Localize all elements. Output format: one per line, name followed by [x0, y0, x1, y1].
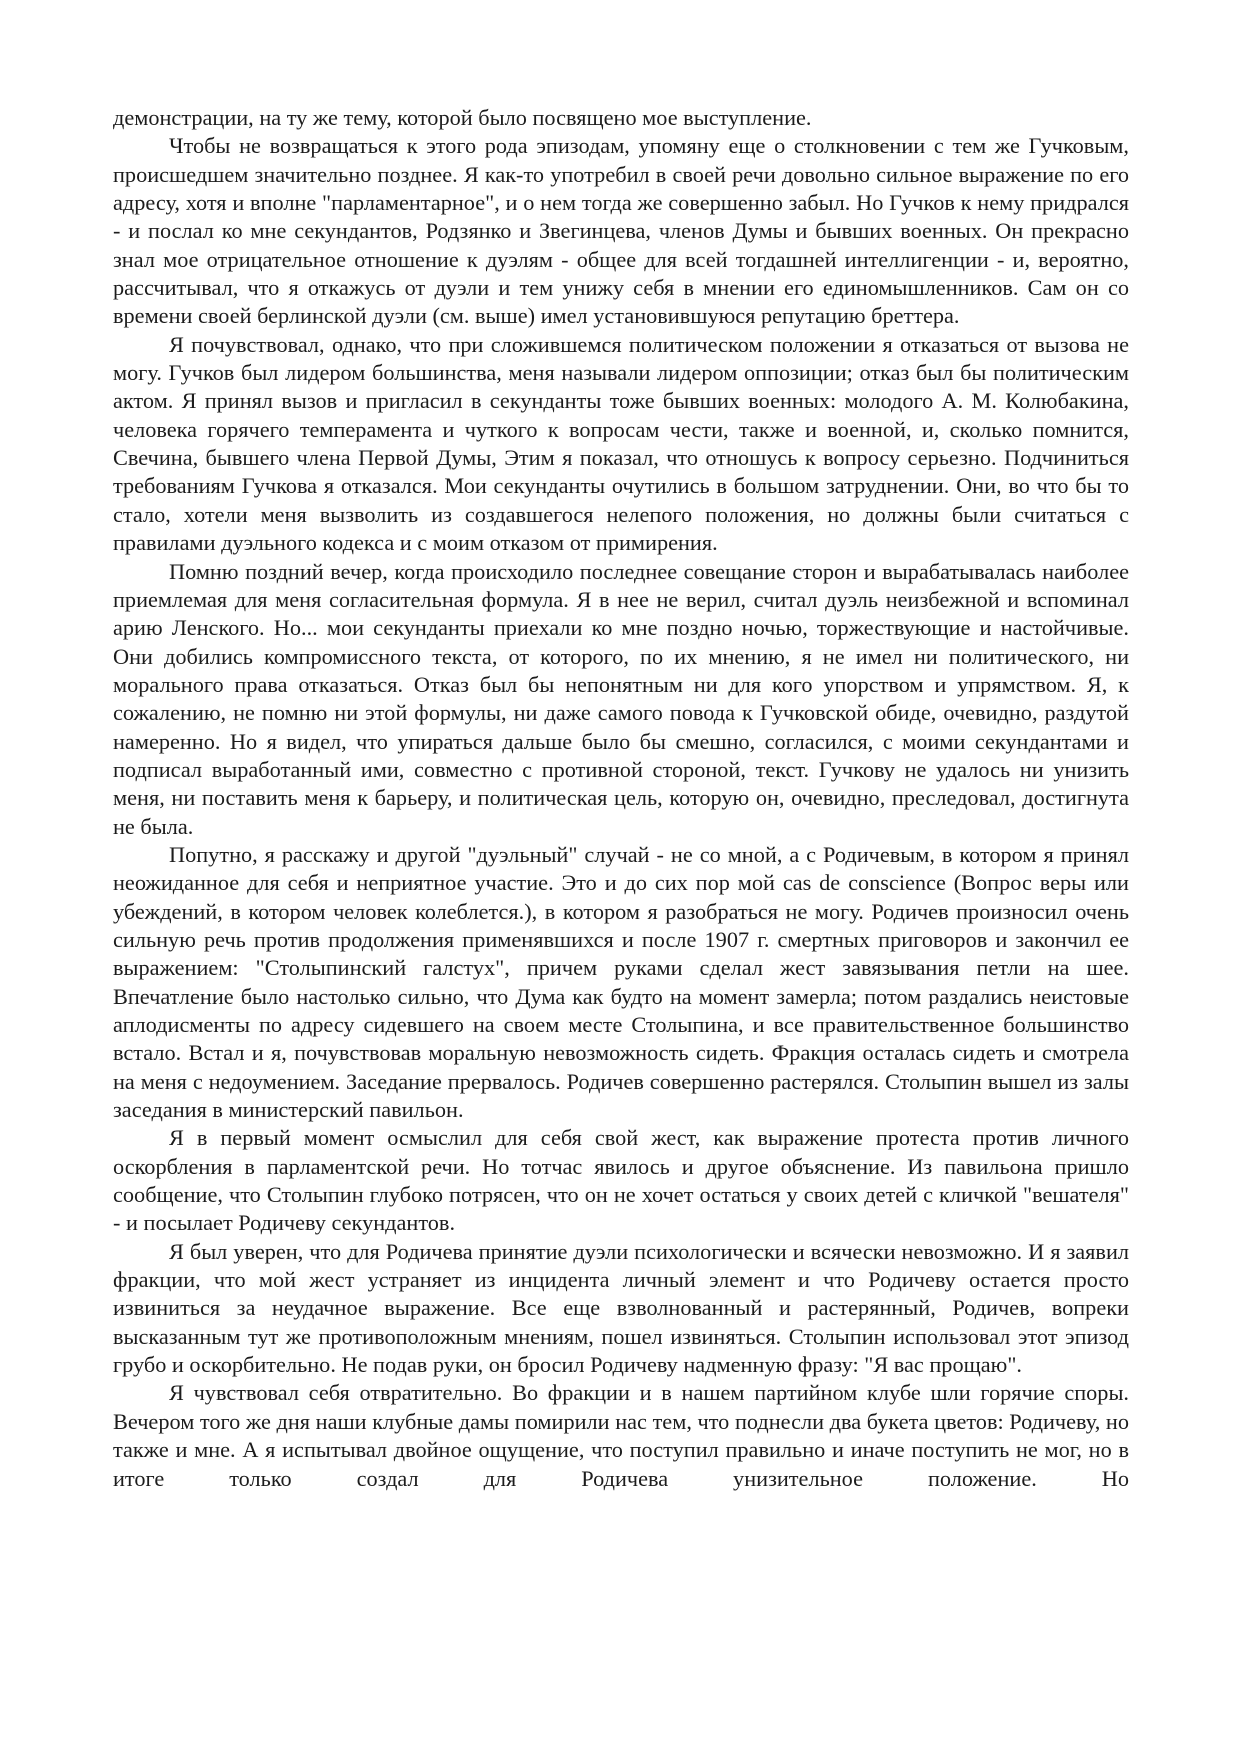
paragraph-first-moment: Я в первый момент осмыслил для себя свой жест, как выражение протеста против личного оскорбления в парламентской речи. Но тотчас явилось и другое объяснение. Из павильона пришло сообщение, что Столыпин глубоко потрясен, что он не хочет остаться у своих детей с кличкой "вешателя" - и посылает Родичеву секундантов. [113, 1125, 1129, 1236]
paragraph-rodichev-case: Попутно, я расскажу и другой "дуэльный" случай - не со мной, а с Родичевым, в котором я принял неожиданное для себя и неприятное участие. Это и до сих пор мой cas de conscience (Вопрос веры или убеждений, в котором человек колеблется.), в котором я разобраться не могу. Родичев произносил очень сильную речь против продолжения применявшихся и после 1907 г. смертных приговоров и закончил ее выражением: "Столыпинский галстух", причем руками сделал жест завязывания петли на шее. Впечатление было настолько сильно, что Дума как будто на момент замерла; потом раздались неистовые аплодисменты по адресу сидевшего на своем месте Столыпина, и все правительственное большинство встало. Встал и я, почувствовав моральную невозможность сидеть. Фракция осталась сидеть и смотрела на меня с недоумением. Заседание прервалось. Родичев совершенно растерялся. Столыпин вышел из залы заседания в министерский павильон. [113, 841, 1129, 1123]
document-page [113, 104, 1129, 1493]
paragraph-accepted-challenge: Я почувствовал, однако, что при сложившемся политическом положении я отказаться от вызова не могу. Гучков был лидером большинства, меня называли лидером оппозиции; отказ был бы политическим актом. Я принял вызов и пригласил в секунданты тоже бывших военных: молодого А. М. Колюбакина, человека горячего темперамента и чуткого к вопросам чести, также и военной, и, сколько помнится, Свечина, бывшего члена Первой Думы, Этим я показал, что отношусь к вопросу серьезно. Подчиниться требованиям Гучкова я отказался. Мои секунданты очутились в большом затруднении. Они, во что бы то стало, хотели меня вызволить из создавшегося нелепого положения, но должны были считаться с правилами дуэльного кодекса и с моим отказом от примирения. [113, 331, 1129, 556]
paragraph-felt-disgusting: Я чувствовал себя отвратительно. Во фракции и в нашем партийном клубе шли горячие споры. Вечером того же дня наши клубные дамы помирили нас тем, что поднесли два букета цветов: Родичеву, но также и мне. А я испытывал двойное ощущение, что поступил правильно и иначе поступить не мог, но в итоге только создал для Родичева унизительное положение. Но [113, 1380, 1129, 1491]
paragraph-continuation: демонстрации, на ту же тему, которой было посвящено мое выступление. [113, 105, 812, 130]
paragraph-guchkov-duel: Чтобы не возвращаться к этого рода эпизодам, упомяну еще о столкновении с тем же Гучковым, происшедшем значительно позднее. Я как-то употребил в своей речи довольно сильное выражение по его адресу, хотя и вполне "парламентарное", и о нем тогда же совершенно забыл. Но Гучков к нему придрался - и послал ко мне секундантов, Родзянко и Звегинцева, членов Думы и бывших военных. Он прекрасно знал мое отрицательное отношение к дуэлям - общее для всей тогдашней интеллигенции - и, вероятно, рассчитывал, что я откажусь от дуэли и тем унижу себя в мнении его единомышленников. Сам он со времени своей берлинской дуэли (см. выше) имел установившуюся репутацию бреттера. [113, 133, 1129, 329]
paragraph-apology: Я был уверен, что для Родичева принятие дуэли психологически и всячески невозможно. И я заявил фракции, что мой жест устраняет из инцидента личный элемент и что Родичеву остается просто извиниться за неудачное выражение. Все еще взволнованный и растерянный, Родичев, вопреки высказанным тут же противоположным мнениям, пошел извиняться. Столыпин использовал этот эпизод грубо и оскорбительно. Не подав руки, он бросил Родичеву надменную фразу: "Я вас прощаю". [113, 1238, 1129, 1378]
paragraph-late-evening: Помню поздний вечер, когда происходило последнее совещание сторон и вырабатывалась наиболее приемлемая для меня согласительная формула. Я в нее не верил, считал дуэль неизбежной и вспоминал арию Ленского. Но... мои секунданты приехали ко мне поздно ночью, торжествующие и настойчивые. Они добились компромиссного текста, от которого, по их мнению, я не имел ни политического, ни морального права отказаться. Отказ был бы непонятным ни для кого упорством и упрямством. Я, к сожалению, не помню ни этой формулы, ни даже самого повода к Гучковской обиде, очевидно, раздутой намеренно. Но я видел, что упираться дальше было бы смешно, согласился, с моими секундантами и подписал выработанный ими, совместно с противной стороной, текст. Гучкову не удалось ни унизить меня, ни поставить меня к барьеру, и политическая цель, которую он, очевидно, преследовал, достигнута не была. [113, 558, 1129, 839]
